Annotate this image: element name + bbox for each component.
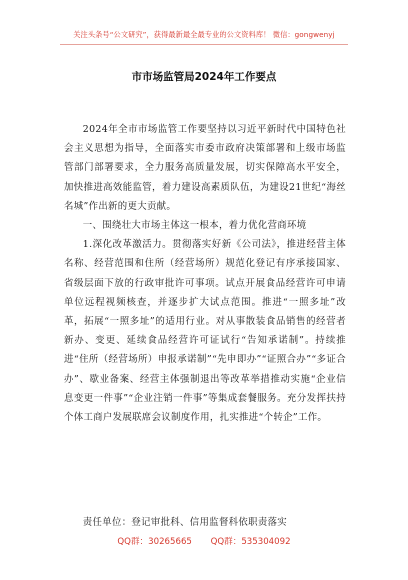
qq-group-1: QQ群：30265665: [117, 537, 192, 547]
footer-contact: [0, 535, 408, 547]
intro-paragraph: 2024年全市市场监管工作要坚持以习近平新时代中国特色社会主义思想为指导，全面落实市委市政府决策部署和上级市场监管部门部署要求，全力服务高质量发展，切实保障高水平安全，加快推进高效能监管，着力建设高素质队伍，为建设21世纪“海丝名城”作出新的更大贡献。: [64, 124, 346, 212]
responsible-units: 责任单位：登记审批科、信用监督科依职责落实: [82, 517, 288, 528]
header-banner: 关注头条号“公文研究”，获得最新最全最专业的公文资料库！ 微信：gongwenyj: [73, 30, 335, 39]
document-title: 市市场监管局2024年工作要点: [131, 71, 277, 83]
header-divider: [60, 44, 348, 45]
document-body: [64, 120, 346, 427]
section-heading: 一、围绕壮大市场主体这一根本，着力优化营商环境: [82, 220, 307, 232]
qq-group-2: QQ群：535304092: [210, 537, 291, 547]
item-paragraph: 1.深化改革激活力。贯彻落实好新《公司法》，推进经营主体名称、经营范围和住所（经营场所）规范化登记有序承接国家、省级层面下放的行政审批许可事项。试点开展食品经营许可申请单位远程视频核查，并逐步扩大试点范围。推进“一照多址”改革，拓展“一照多址”的适用行业。对从事散装食品销售的经营者新办、变更、延续食品经营许可证试行“告知承诺制”。持续推进“住所（经营场所）申报承诺制”“先申即办”“证照合办”“多证合办”、歇业备案、经营主体强制退出等改革举措推动实施“企业信息变更一件事”“企业注销一件事”等集成套餐服务。充分发挥扶持个体工商户发展联席会议制度作用，扎实推进“个转企”工作。: [64, 239, 346, 424]
